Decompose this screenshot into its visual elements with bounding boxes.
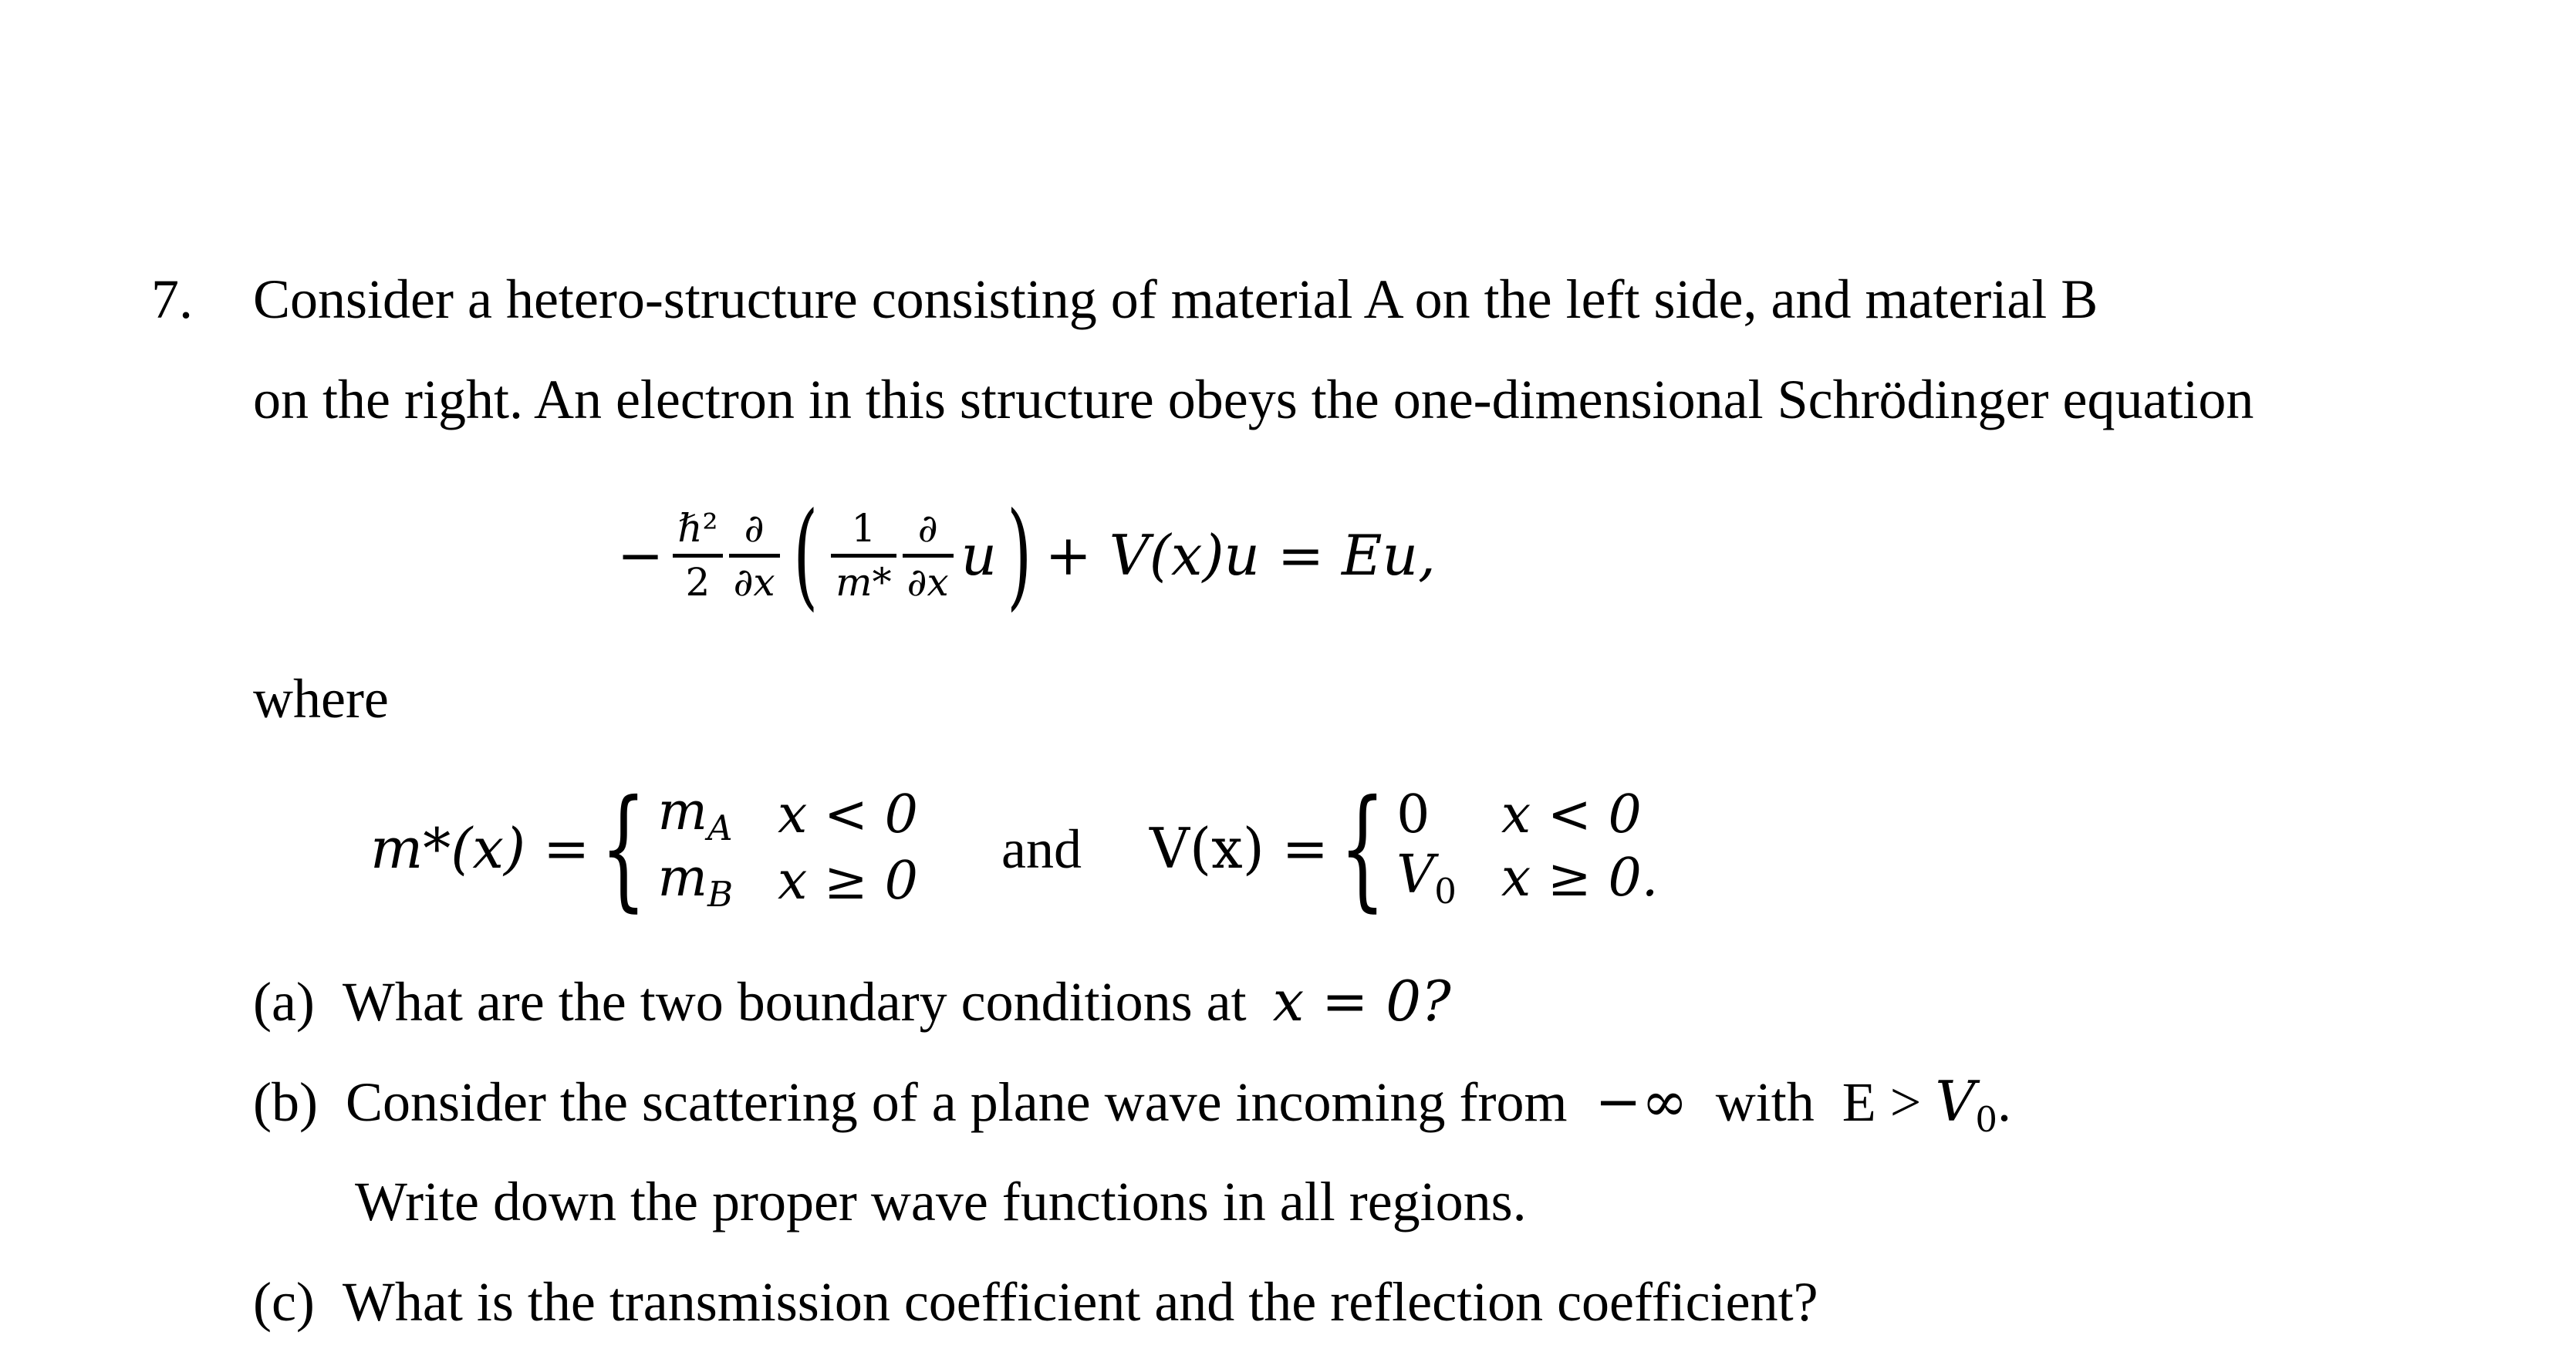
two: 2 bbox=[685, 559, 711, 605]
mass-case-1-value: $m_A$ bbox=[657, 781, 733, 849]
u-variable: u bbox=[961, 523, 998, 588]
question-b-text-2: with E > bbox=[1715, 1071, 1922, 1133]
mass-cases bbox=[657, 782, 934, 915]
question-a-label: (a) bbox=[253, 971, 315, 1033]
question-c-label: (c) bbox=[253, 1271, 315, 1333]
question-b-neg-infinity: −∞ bbox=[1595, 1069, 1688, 1134]
question-b-label: (b) bbox=[253, 1071, 318, 1133]
potential-case-2-value: $V_0$ bbox=[1396, 845, 1457, 912]
potential-brace: { bbox=[1339, 772, 1386, 925]
derivative-fraction bbox=[729, 506, 780, 605]
one: 1 bbox=[831, 508, 896, 558]
problem-number: 7. bbox=[151, 268, 193, 330]
question-a bbox=[253, 969, 1451, 1033]
potential-lhs: V(x) = bbox=[1150, 816, 1329, 881]
partial-x-inner: ∂x bbox=[906, 559, 949, 605]
hbar-squared: ℏ² bbox=[673, 508, 722, 558]
question-a-math: x = 0? bbox=[1272, 969, 1451, 1033]
potential-definition bbox=[1150, 772, 1675, 925]
schrodinger-equation bbox=[617, 488, 1436, 622]
question-b-text: Consider the scattering of a plane wave incoming from bbox=[345, 1071, 1568, 1133]
mass-case-2-value: $m_B$ bbox=[657, 848, 734, 915]
mass-case-1-condition: x < 0 bbox=[778, 784, 918, 846]
potential-period: . bbox=[1641, 848, 1659, 909]
question-b bbox=[253, 1069, 2012, 1140]
right-paren: ) bbox=[1007, 488, 1032, 622]
and-text: and bbox=[1001, 818, 1082, 880]
potential-case-1-value: 0 bbox=[1396, 784, 1430, 846]
partial-inner: ∂ bbox=[903, 508, 954, 558]
left-paren: ( bbox=[792, 488, 819, 622]
equation-rest: + V(x)u = Eu, bbox=[1045, 523, 1436, 588]
question-a-text: What are the two boundary conditions at bbox=[342, 971, 1247, 1033]
partial-x: ∂x bbox=[733, 559, 775, 605]
potential-case-1-condition: x < 0 bbox=[1501, 784, 1642, 846]
potential-case-2-condition: x ≥ 0. bbox=[1501, 848, 1659, 909]
problem-line-2: on the right. An electron in this structure obeys the one-dimensional Schrӧdinger equation bbox=[253, 369, 2254, 430]
mass-lhs: m*(x) = bbox=[370, 816, 590, 881]
question-b-line-2: Write down the proper wave functions in all regions. bbox=[355, 1171, 1527, 1232]
mass-definition bbox=[370, 772, 935, 925]
problem-line-1: Consider a hetero-structure consisting of material A on the left side, and material B bbox=[253, 268, 2098, 330]
potential-cases bbox=[1396, 785, 1675, 912]
mass-brace: { bbox=[600, 772, 647, 925]
question-c-text: What is the transmission coefficient and the reflection coefficient? bbox=[342, 1271, 1818, 1333]
mass-case-2-condition: x ≥ 0 bbox=[778, 850, 918, 912]
question-c bbox=[253, 1271, 1818, 1333]
hbar-fraction bbox=[673, 506, 722, 605]
question-b-v0: $V_0$ bbox=[1935, 1069, 1998, 1140]
inner-derivative-fraction bbox=[903, 506, 954, 605]
inverse-mass-fraction bbox=[831, 506, 896, 605]
where-text: where bbox=[253, 668, 389, 730]
m-star: m* bbox=[836, 559, 892, 605]
partial: ∂ bbox=[729, 508, 780, 558]
equation-minus: − bbox=[617, 523, 664, 588]
question-b-period: . bbox=[1997, 1071, 2012, 1133]
